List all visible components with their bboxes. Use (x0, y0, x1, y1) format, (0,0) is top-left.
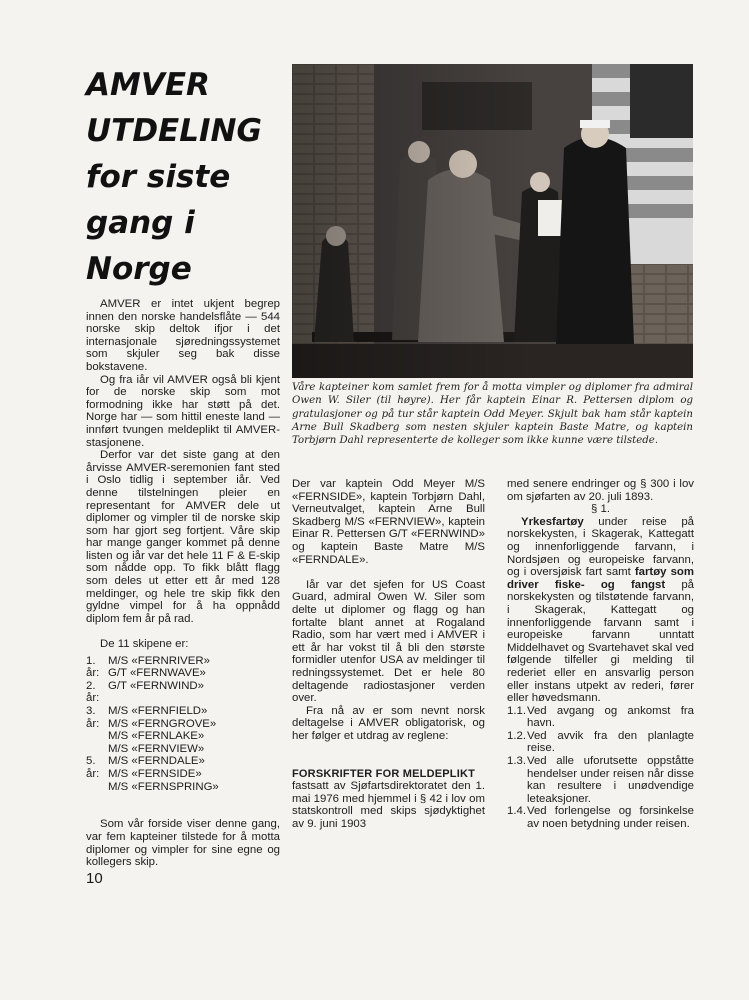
body-paragraph: AMVER er intet ukjent begrep innen den norske handelsflåte — 544 norske skip deltok ifjor i det internasjonale sjøredningssystemet som skjuler seg bak disse bokstavene. (86, 298, 280, 373)
headline-line: gang i (86, 205, 195, 241)
item-text: Ved forlengelse og forsinkelse av noen betydning under reisen. (527, 805, 694, 831)
regulation-item (507, 805, 694, 830)
ships-list-item (86, 680, 280, 705)
item-number: 1.3. (507, 755, 526, 768)
regulation-item (507, 755, 694, 805)
ships-year: 5. år: (86, 755, 100, 780)
ship-name: M/S «FERNSPRING» (108, 780, 219, 793)
body-paragraph: Der var kaptein Odd Meyer M/S «FERNSIDE», kaptein Torbjørn Dahl, Verneutvalget, kaptein Arne Bull Skadberg M/S «FERNVIEW», kaptein Einar R. Pettersen G/T «FERNWIND» og kaptein Baste Matre M/S «FERNDALE». (292, 478, 485, 566)
body-paragraph: Og fra iår vil AMVER også bli kjent for de norske skip som mot formodning ikke har støtt på det. Norge har — som hittil eneste land — innført tvungen meldeplikt til AMVER-stasjonene. (86, 373, 280, 449)
paragraph-part: på norskekysten og tilstøtende farvann, i Skagerak, Kattegatt og innenforliggende farvann samt i europeiske farvann unntatt Middelhavet og Svartehavet skal ved følgende tilfeller gi melding til rederiet eller en ansvarlig person eller instans utpekt av rederi, fører eller høvedsmann. (507, 578, 694, 705)
page-number: 10 (86, 870, 103, 887)
ships-list-item (86, 755, 280, 793)
bold-lead: Yrkesfartøy (521, 515, 584, 528)
ships-year: 2. år: (86, 679, 100, 705)
body-paragraph: Derfor var det siste gang at den årvisse AMVER-seremonien fant sted i Oslo tidlig i september iår. Ved denne tilstelningen pleier en representant for AMVER dele ut diplomer og vimpler til de norske skip som har gjort seg fortjent. Våre skip har mange ganger kommet på denne listen og iår var det hele 11 F & E-skip som nådde opp. To fikk blått flagg som deles ut etter ett år med 128 meldinger, og hele tre skip fikk den gyldne vimpel for å ha oppnådd diplom fem år på rad. (86, 449, 280, 625)
left-column (86, 298, 280, 869)
ship-name: M/S «FERNSIDE» (108, 767, 202, 780)
body-paragraph: Fra nå av er som nevnt norsk deltagelse i AMVER obligatorisk, og her følger et utdrag av reglene: (292, 704, 485, 742)
middle-column (292, 478, 485, 831)
body-paragraph: Som vår forside viser denne gang, var fem kapteiner tilstede for å motta diplomer og vimpler for sine egne og kollegers skip. (86, 818, 280, 869)
ships-year: 3. år: (86, 705, 100, 730)
regulations-heading: FORSKRIFTER FOR MELDEPLIKT (292, 767, 476, 780)
body-paragraph: fastsatt av Sjøfartsdirektoratet den 1. mai 1976 med hjemmel i § 42 i lov om statskontroll med skips sjødyktighet av 9. juni 1903 (292, 780, 485, 831)
headline (86, 62, 286, 292)
ship-name: M/S «FERNVIEW» (108, 742, 205, 755)
regulation-item (507, 730, 694, 755)
item-number: 1.1. (507, 704, 526, 717)
body-paragraph: Iår var det sjefen for US Coast Guard, admiral Owen W. Siler som delte ut diplomer og flagg og han fortalte blant annet at Rogaland Radio, som har vært med i AMVER i ett år har vokst til å bli den største formidler utenfor USA av meldinger til redningssystemet. Det er hele 80 deltagende radiostasjoner verden over. (292, 578, 485, 705)
ships-list (86, 655, 280, 794)
regulation-item (507, 705, 694, 730)
ship-name: M/S «FERNGROVE» (108, 717, 217, 730)
ship-name: G/T «FERNWIND» (108, 679, 204, 692)
section-heading: § 1. (591, 503, 610, 516)
ceremony-photo (292, 64, 693, 378)
headline-line: Norge (86, 251, 192, 287)
item-number: 1.2. (507, 729, 526, 742)
ships-year: 1. år: (86, 654, 100, 680)
photo-caption: Våre kapteiner kom samlet frem for å motta vimpler og diplomer fra admiral Owen W. Siler (til høyre). Her får kaptein Einar R. Pettersen diplom og gratulasjoner og på tur står kaptein Odd Meyer. Skjult bak ham står kaptein Arne Bull Skadberg som nesten skjuler kaptein Baste Matre, og kaptein Torbjørn Dahl representerte de kolleger som ikke kunne være tilstede. (292, 382, 693, 447)
ship-name: M/S «FERNLAKE» (108, 730, 205, 743)
body-paragraph: med senere endringer og § 300 i lov om sjøfarten av 20. juli 1893. (507, 478, 694, 503)
ships-list-item (86, 705, 280, 755)
right-column (507, 478, 694, 831)
paragraph-part: under reise på norskekysten, i Skagerak, Kattegatt og innenforliggende farvann, i Nordsjøen og europeiske farvann, og i oversjøisk fart samt (507, 515, 694, 579)
ship-name: G/T «FERNWAVE» (108, 667, 206, 680)
item-text: Ved alle uforutsette oppståtte hendelser under reisen når disse kan resultere i unødvendige leteaksjoner. (527, 755, 694, 805)
ship-name: M/S «FERNFIELD» (108, 705, 208, 717)
ceremony-photo-illustration (292, 64, 693, 378)
headline-line: for siste (86, 159, 231, 195)
headline-line: UTDELING (86, 113, 262, 149)
ships-list-item (86, 655, 280, 680)
item-text: Ved avvik fra den planlagte reise. (527, 729, 694, 755)
headline-line: AMVER (86, 67, 210, 103)
item-text: Ved avgang og ankomst fra havn. (527, 704, 694, 730)
ship-name: M/S «FERNRIVER» (108, 654, 210, 667)
body-paragraph (507, 516, 694, 705)
item-number: 1.4. (507, 805, 526, 818)
ships-intro: De 11 skipene er: (100, 638, 189, 651)
bold-phrase: fartøy som driver fiske- og fangst (507, 566, 694, 591)
ship-name: M/S «FERNDALE» (108, 755, 205, 768)
regulation-list (507, 705, 694, 831)
